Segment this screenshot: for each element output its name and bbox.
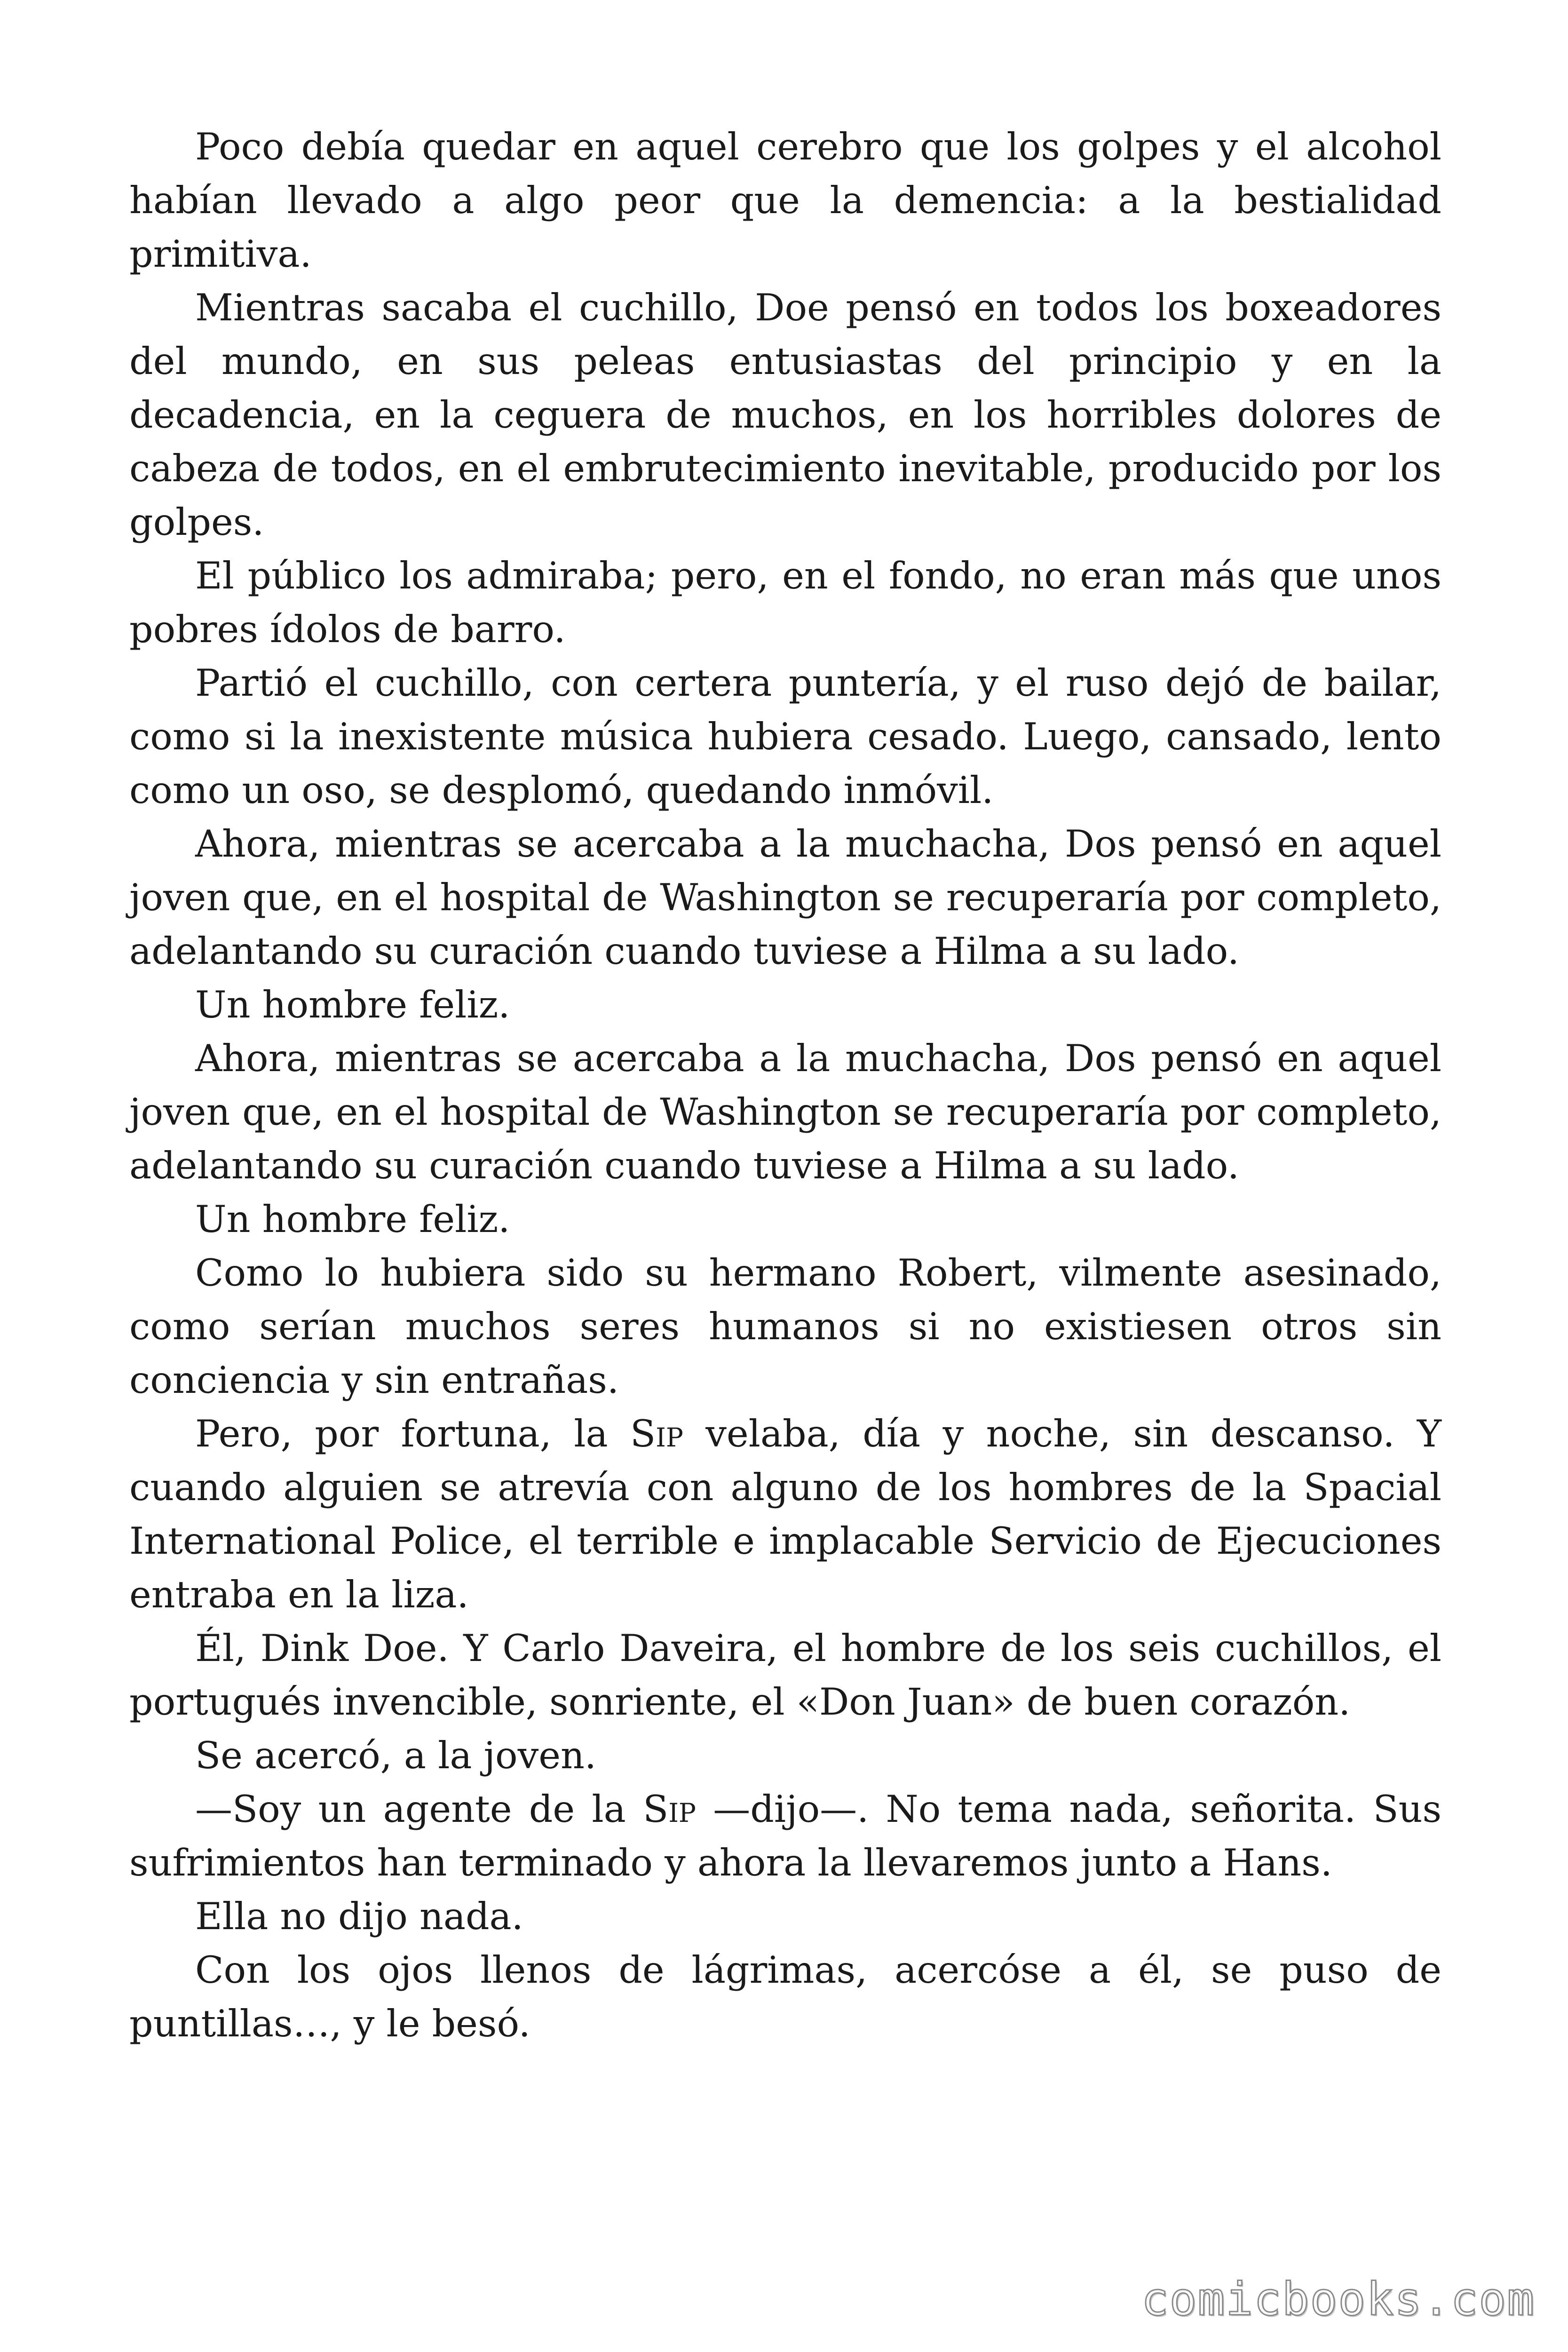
- paragraph: [129, 1782, 1441, 1890]
- paragraph-text: —dijo—. No tema nada, señorita. Sus sufrimientos han terminado y ahora la llevaremos junto a Hans.: [129, 1788, 1441, 1884]
- paragraph: [129, 1192, 1441, 1246]
- paragraph: [129, 1407, 1441, 1621]
- small-caps-acronym: Sip: [630, 1412, 683, 1455]
- paragraph: [129, 1621, 1441, 1729]
- paragraph-text: velaba, día y noche, sin descanso. Y cuando alguien se atrevía con alguno de los hombres de la Spacial International Police, el terrible e implacable Servicio de Ejecuciones entraba en la liza.: [129, 1412, 1441, 1616]
- small-caps-acronym: Sip: [643, 1788, 696, 1831]
- paragraph: [129, 1032, 1441, 1192]
- watermark: comicbooks.com: [1141, 2273, 1535, 2326]
- paragraph-text: Un hombre feliz.: [195, 983, 510, 1026]
- paragraph-text: Mientras sacaba el cuchillo, Doe pensó en todos los boxeadores del mundo, en sus peleas entusiastas del principio y en la decadencia, en la ceguera de muchos, en los horribles dolores de cabeza de todos, en el embrutecimiento inevitable, producido por los golpes.: [129, 286, 1441, 544]
- paragraph-text: Partió el cuchillo, con certera puntería, y el ruso dejó de bailar, como si la inexistente música hubiera cesado. Luego, cansado, lento como un oso, se desplomó, quedando inmóvil.: [129, 661, 1441, 812]
- paragraph: [129, 549, 1441, 656]
- paragraph: [129, 817, 1441, 978]
- paragraph: [129, 281, 1441, 549]
- paragraph-text: Un hombre feliz.: [195, 1198, 510, 1241]
- paragraph-text: Él, Dink Doe. Y Carlo Daveira, el hombre de los seis cuchillos, el portugués invencible, sonriente, el «Don Juan» de buen corazón.: [129, 1627, 1441, 1724]
- paragraph-text: Como lo hubiera sido su hermano Robert, vilmente asesinado, como serían muchos seres humanos si no existiesen otros sin conciencia y sin entrañas.: [129, 1251, 1441, 1402]
- paragraph-text: Ahora, mientras se acercaba a la muchacha, Dos pensó en aquel joven que, en el hospital de Washington se recuperaría por completo, adelantando su curación cuando tuviese a Hilma a su lado.: [129, 1037, 1441, 1187]
- paragraph-text: Ahora, mientras se acercaba a la muchacha, Dos pensó en aquel joven que, en el hospital de Washington se recuperaría por completo, adelantando su curación cuando tuviese a Hilma a su lado.: [129, 822, 1441, 973]
- body-text: [129, 120, 1441, 2050]
- paragraph: [129, 120, 1441, 281]
- paragraph-text: Ella no dijo nada.: [195, 1895, 523, 1938]
- paragraph: [129, 1729, 1441, 1782]
- paragraph: [129, 1943, 1441, 2050]
- paragraph-text: Pero, por fortuna, la: [195, 1412, 630, 1455]
- paragraph: [129, 978, 1441, 1032]
- paragraph-text: Se acercó, a la joven.: [195, 1734, 596, 1777]
- paragraph-text: —Soy un agente de la: [195, 1788, 643, 1831]
- paragraph-text: Con los ojos llenos de lágrimas, acercóse a él, se puso de puntillas…, y le besó.: [129, 1948, 1441, 2045]
- paragraph-text: El público los admiraba; pero, en el fondo, no eran más que unos pobres ídolos de barro.: [129, 554, 1441, 651]
- paragraph: [129, 1246, 1441, 1407]
- paragraph: [129, 656, 1441, 817]
- paragraph: [129, 1890, 1441, 1943]
- paragraph-text: Poco debía quedar en aquel cerebro que los golpes y el alcohol habían llevado a algo peor que la demencia: a la bestialidad primitiva.: [129, 125, 1441, 276]
